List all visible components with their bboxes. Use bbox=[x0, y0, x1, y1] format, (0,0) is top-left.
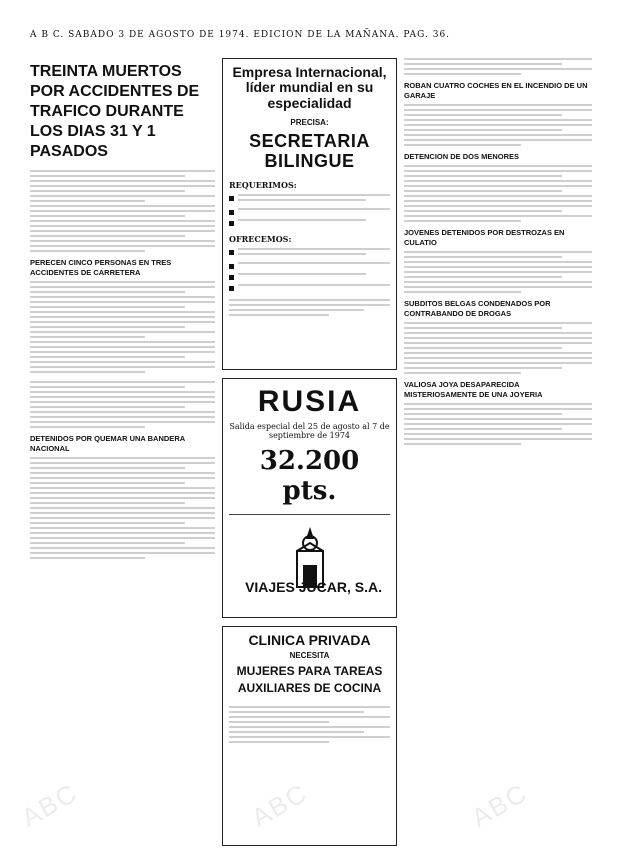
subhead-coches: ROBAN CUATRO COCHES EN EL INCENDIO DE UN GARAJE bbox=[404, 81, 588, 100]
ad-rusia-subtitle: Salida especial del 25 de agosto al 7 de septiembre de 1974 bbox=[229, 422, 390, 440]
right-column bbox=[404, 58, 592, 853]
article-body bbox=[404, 104, 592, 146]
article-body bbox=[404, 58, 592, 75]
ad-bullet bbox=[229, 194, 390, 204]
ad-bullet bbox=[229, 262, 390, 269]
subhead-bandera: DETENIDOS POR QUEMAR UNA BANDERA NACIONAL bbox=[30, 434, 185, 453]
ad-bullet bbox=[229, 284, 390, 291]
ad-clinic-line2: AUXILIARES DE COCINA bbox=[237, 681, 382, 696]
ad-bullet bbox=[229, 208, 390, 215]
article-body bbox=[404, 251, 592, 293]
article-body bbox=[30, 170, 215, 252]
job-ad bbox=[222, 58, 397, 370]
subhead-jovenes: JOVENES DETENIDOS POR DESTROZAS EN CULATIO bbox=[404, 228, 565, 247]
subhead-perecen: PERECEN CINCO PERSONAS EN TRES ACCIDENTES DE CARRETERA bbox=[30, 258, 172, 277]
kitchen-ad bbox=[222, 626, 397, 846]
ad-company: Empresa Internacional, líder mundial en su especialidad bbox=[232, 64, 387, 111]
ad-clinic-subtitle: NECESITA bbox=[289, 651, 330, 661]
ad-clinic-line1: MUJERES PARA TAREAS bbox=[236, 664, 383, 679]
page-header: A B C. SABADO 3 DE AGOSTO DE 1974. EDICION DE LA MAÑANA. PAG. 36. bbox=[30, 30, 451, 40]
ad-clinic-title: CLINICA PRIVADA bbox=[248, 632, 371, 648]
ad-rusia-title: RUSIA bbox=[257, 385, 362, 418]
travel-ad bbox=[222, 378, 397, 618]
watermark: ABC bbox=[246, 777, 313, 833]
subhead-belgas: SUBDITOS BELGAS CONDENADOS POR CONTRABANDO DE DROGAS bbox=[404, 299, 551, 318]
watermark: ABC bbox=[16, 777, 83, 833]
ad-ofrecemos-label: OFRECEMOS: bbox=[229, 233, 292, 244]
ad-company-name: VIAJES JUCAR, S.A. bbox=[245, 579, 382, 595]
article-body bbox=[30, 281, 215, 373]
ad-bullet bbox=[229, 219, 390, 226]
left-column bbox=[30, 58, 215, 853]
subhead-menores: DETENCION DE DOS MENORES bbox=[404, 152, 520, 161]
ad-illustration bbox=[229, 514, 390, 605]
ad-precisa: PRECISA: bbox=[290, 118, 329, 128]
article-body bbox=[30, 381, 215, 428]
ad-rusia-price: 32.200 pts. bbox=[259, 446, 360, 506]
headline-accidents: TREINTA MUERTOS POR ACCIDENTES DE TRAFICO DURANTE LOS DIAS 31 Y 1 PASADOS bbox=[30, 63, 200, 160]
article-body bbox=[404, 403, 592, 445]
subhead-joya: VALIOSA JOYA DESAPARECIDA MISTERIOSAMENTE DE UNA JOYERIA bbox=[404, 380, 543, 399]
article-body bbox=[404, 322, 592, 374]
ad-bullet bbox=[229, 273, 390, 280]
article-body bbox=[30, 457, 215, 559]
watermark: ABC bbox=[466, 777, 533, 833]
ad-req-label: REQUERIMOS: bbox=[229, 179, 297, 190]
ad-bullet bbox=[229, 248, 390, 258]
middle-column bbox=[222, 58, 397, 853]
article-body bbox=[404, 165, 592, 222]
ad-job-title: SECRETARIA BILINGUE bbox=[249, 130, 370, 171]
